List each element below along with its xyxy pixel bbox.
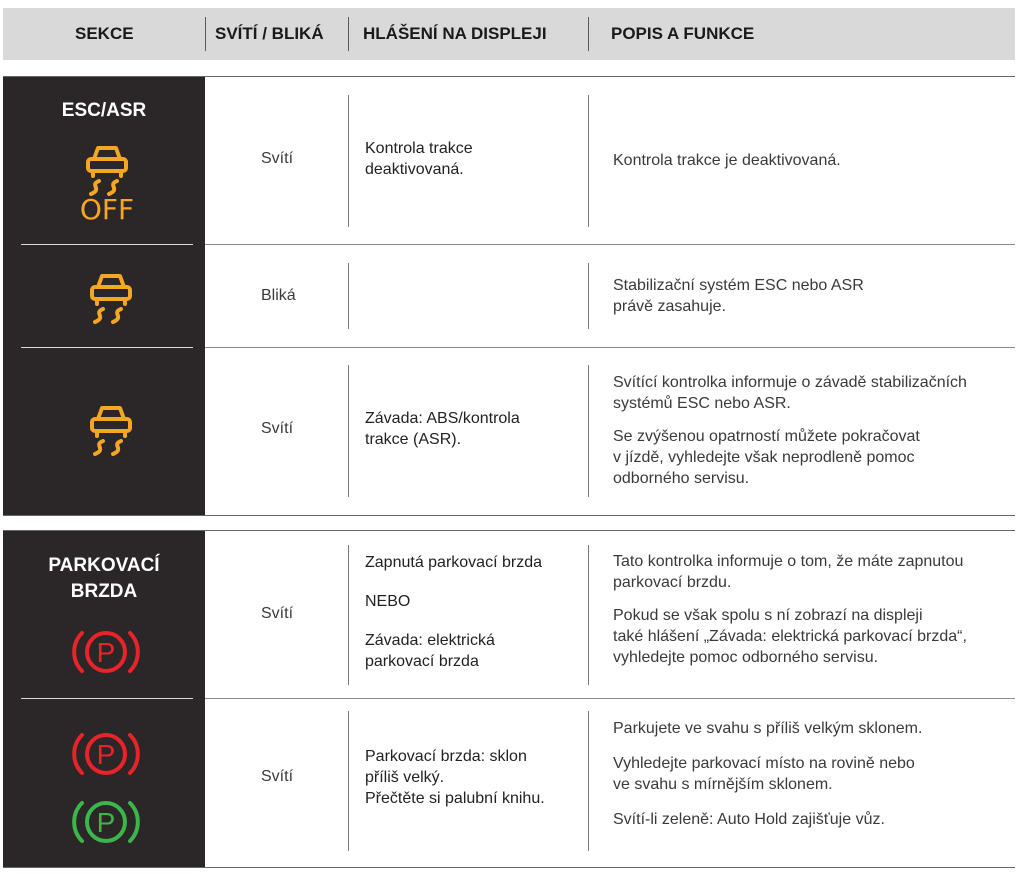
message-line: Kontrola trakce (365, 140, 473, 157)
header-display-message: HLÁŠENÍ NA DISPLEJI (363, 24, 547, 43)
description-line: Svítí-li zeleně: Auto Hold zajišťuje vůz. (613, 811, 885, 828)
section-title-line2: BRZDA (70, 581, 138, 602)
svg-text:P: P (96, 807, 116, 838)
message-line: trakce (ASR). (365, 431, 462, 448)
description-line: Vyhledejte parkovací místo na rovině nebo (613, 755, 915, 772)
parking-brake-red-icon (71, 624, 141, 680)
column-divider (348, 365, 349, 497)
parking-brake-section (3, 530, 1015, 868)
status-text: Svítí (261, 150, 294, 167)
status-text: Svítí (261, 768, 294, 785)
description-line: Pokud se však spolu s ní zobrazí na displeji (613, 607, 923, 624)
icon-divider (21, 244, 193, 245)
display-message (365, 408, 520, 450)
column-divider (588, 95, 589, 227)
column-divider (588, 263, 589, 329)
description-line: ve svahu s mírnějším sklonem. (613, 776, 833, 793)
table-header (3, 8, 1015, 60)
description (613, 551, 1013, 668)
message-line: Zapnutá parkovací brzda (365, 554, 542, 571)
description (613, 718, 1013, 830)
parking-brake-red-icon (71, 726, 141, 782)
row-divider (205, 698, 1015, 699)
description (613, 372, 1013, 489)
description (613, 275, 1013, 317)
message-line: Přečtěte si palubní knihu. (365, 790, 545, 807)
description-spacer (613, 414, 1013, 426)
message-line: Parkovací brzda: sklon (365, 748, 527, 765)
off-label: OFF (79, 193, 135, 226)
description-line: Stabilizační systém ESC nebo ASR (613, 277, 864, 294)
display-message (365, 746, 545, 809)
description (613, 150, 1013, 171)
description-line: také hlášení „Závada: elektrická parkovací brzda“, (613, 628, 967, 645)
parking-brake-green-icon (71, 794, 141, 850)
header-divider (588, 17, 589, 51)
message-line: příliš velký. (365, 769, 445, 786)
status-text: Svítí (261, 420, 294, 437)
traction-control-fault-icon (81, 401, 141, 461)
header-lights-blinks: SVÍTÍ / BLIKÁ (215, 24, 324, 43)
description-line: Se zvýšenou opatrností můžete pokračovat (613, 428, 920, 445)
description-line: Kontrola trakce je deaktivovaná. (613, 152, 841, 169)
section-title: ESC/ASR (61, 100, 147, 121)
description-line: vyhledejte pomoc odborného servisu. (613, 649, 879, 666)
svg-text:P: P (96, 637, 116, 668)
description-line: v jízdě, vyhledejte však neprodleně pomoc (613, 449, 915, 466)
column-divider (348, 711, 349, 851)
description-line: právě zasahuje. (613, 298, 726, 315)
description-line: Parkujete ve svahu s příliš velkým sklonem. (613, 720, 923, 737)
display-message (365, 552, 542, 672)
description-line: Svítící kontrolka informuje o závadě stabilizačních (613, 374, 967, 391)
message-line: Závada: elektrická (365, 632, 495, 649)
column-divider (588, 545, 589, 685)
description-line: odborného servisu. (613, 470, 750, 487)
message-or: NEBO (365, 593, 411, 610)
display-message (365, 138, 473, 180)
message-line: parkovací brzda (365, 653, 479, 670)
status-text: Svítí (261, 605, 294, 622)
column-divider (588, 365, 589, 497)
column-divider (348, 545, 349, 685)
status-text: Bliká (261, 287, 296, 304)
icon-divider (21, 698, 193, 699)
description-line: systémů ESC nebo ASR. (613, 395, 791, 412)
message-line: Závada: ABS/kontrola (365, 410, 520, 427)
esc-asr-section (3, 76, 1015, 516)
header-divider (348, 17, 349, 51)
row-divider (205, 347, 1015, 348)
description-line: Tato kontrolka informuje o tom, že máte zapnutou (613, 553, 964, 570)
message-line: deaktivovaná. (365, 161, 464, 178)
row-divider (205, 244, 1015, 245)
icon-divider (21, 347, 193, 348)
column-divider (588, 711, 589, 851)
column-divider (348, 95, 349, 227)
traction-control-icon (81, 269, 141, 329)
header-section: SEKCE (75, 24, 134, 43)
column-divider (348, 263, 349, 329)
description-line: parkovací brzdu. (613, 574, 732, 591)
svg-text:P: P (96, 739, 116, 770)
header-divider (205, 17, 206, 51)
header-description: POPIS A FUNKCE (611, 24, 755, 43)
section-title-line1: PARKOVACÍ (48, 555, 160, 576)
